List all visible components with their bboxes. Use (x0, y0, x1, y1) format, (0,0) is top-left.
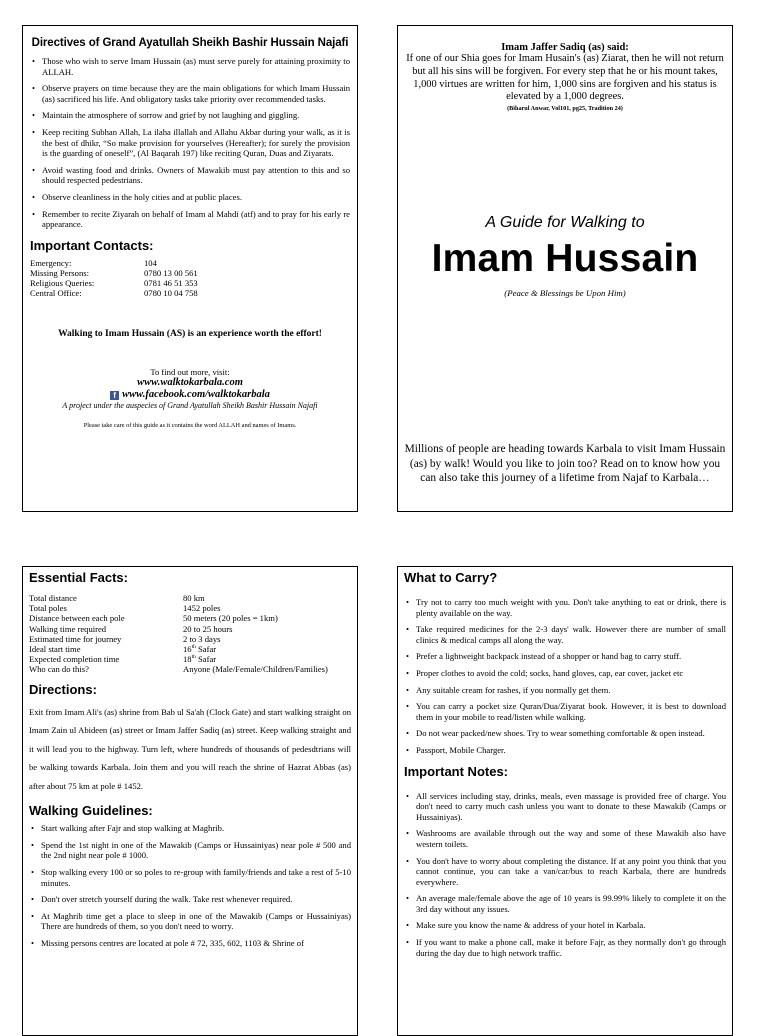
directive-item: • Observe cleanliness in the holy cities and at public places. (30, 192, 350, 203)
fact-label: Distance between each pole (29, 613, 125, 624)
fact-value (183, 654, 351, 664)
guide-honorific: (Peace & Blessings be Upon Him) (504, 288, 626, 298)
directive-item: • Observe prayers on time because they are the main obligations for which Imam Hussain (as) sacrificed his life. And obligatory tasks take priority over recommended tasks. (30, 83, 350, 104)
carry-item: • Any suitable cream for rashes, if you normally get them. (404, 685, 726, 696)
contact-row (30, 268, 198, 278)
fact-label: Total poles (29, 603, 67, 614)
fact-day: 18 (183, 654, 192, 665)
guideline-item: • Start walking after Fajr and stop walking at Maghrib. (29, 823, 351, 834)
guidelines-heading: Walking Guidelines: (29, 803, 153, 819)
carry-item: • Passport, Mobile Charger. (404, 745, 726, 756)
note-item: • All services including stay, drinks, meals, even massage is provided free of charge. You don't need to carry much cash unless you want to donate to these Mawakib (Camps or Hussainiyas). (404, 791, 726, 823)
facebook-link[interactable] (30, 389, 350, 401)
directions-text: Exit from Imam Ali's (as) shrine from Bab ul Sa'ah (Clock Gate) and start walking straight on Imam Zain ul Abideen (as) street or Imam Jaffer Sadiq (as) street. Keep walking straight and it will lead you to the highway. Turn left, where hundreds of thousands of pedesdtrians will be walking towards Karbala. Join them and you will reach the shrine of Hazrat Abbas (as) after about 75 km at pole # 1452. (29, 706, 351, 791)
directives-list (30, 56, 350, 230)
contact-row (30, 258, 198, 268)
guideline-item: • At Maghrib time get a place to sleep in one of the Mawakib (Camps or Hussainiyas) There are hundreds of them, so you don't need to worry. (29, 911, 351, 932)
fact-value: 50 meters (20 poles = 1km) (183, 613, 278, 624)
quote-text: If one of our Shia goes for Imam Husain's (as) Ziarat, then he will not return but all his sins will be forgiven. For every step that he or his mount takes, 1,000 virtues are written for him, 1,000 sins are forgiven and his status is elevated by a 1,000 degrees. (406, 53, 724, 103)
directive-item: • Maintain the atmosphere of sorrow and grief by not laughing and giggling. (30, 110, 350, 121)
fact-value (183, 644, 351, 654)
fact-label: Who can do this? (29, 664, 89, 675)
fact-row (29, 613, 351, 623)
facts-heading: Essential Facts: (29, 570, 128, 585)
website-link[interactable]: www.walktokarbala.com (137, 376, 243, 388)
carry-item: • Do not wear packed/new shoes. Try to wear something comfortable & open instead. (404, 728, 726, 739)
guide-title: Imam Hussain (431, 237, 699, 280)
fact-month: Safar (195, 644, 217, 655)
carry-heading: What to Carry? (404, 570, 498, 585)
fact-value: 20 to 25 hours (183, 623, 233, 634)
intro-text: Millions of people are heading towards Karbala to visit Imam Hussain (as) by walk! Would you like to join too? Read on to know how you can also take this journey of a lifetime from Najaf to Karbala… (404, 443, 726, 485)
tagline: Walking to Imam Hussain (AS) is an experience worth the effort! (58, 328, 322, 339)
fact-label: Total distance (29, 593, 77, 603)
fact-label: Estimated time for journey (29, 633, 122, 644)
fact-row (29, 593, 351, 603)
guideline-item: • Spend the 1st night in one of the Mawakib (Camps or Hussainiyas) near pole # 500 and the 2nd night near pole # 1000. (29, 840, 351, 861)
contacts-table (30, 258, 198, 299)
front-cover-panel (397, 25, 733, 512)
quote-heading: Imam Jaffer Sadiq (as) said: (501, 42, 629, 53)
facebook-icon: f (110, 391, 119, 400)
carry-item: • Try not to carry too much weight with you. Don't take anything to eat or drink, there is plenty available on the way. (404, 597, 726, 618)
contact-label: Emergency: (30, 257, 72, 268)
carry-list (404, 597, 726, 756)
quote-reference: (Biharul Anwar, Vol101, pg25, Tradition 24) (507, 105, 623, 113)
fact-ordinal: th (191, 654, 196, 661)
contact-label: Central Office: (30, 288, 82, 299)
guideline-item: • Missing persons centres are located at pole # 72, 335, 602, 1103 & Shrine of (29, 938, 351, 949)
notes-heading: Important Notes: (404, 763, 508, 779)
fact-day: 16 (183, 644, 192, 655)
fact-value: 80 km (183, 593, 205, 603)
fact-label: Walking time required (29, 623, 107, 634)
contact-label: Religious Queries: (30, 278, 95, 289)
fact-ordinal: th (191, 644, 196, 651)
contact-value: 0781 46 51 353 (144, 278, 198, 289)
back-cover-panel (22, 25, 358, 512)
contact-label: Missing Persons: (30, 267, 89, 278)
find-out-text: To find out more, visit: (150, 366, 230, 377)
note-item: • Make sure you know the name & address of your hotel in Karbala. (404, 920, 726, 931)
note-item: • Washrooms are available through out the way and some of these Mawakib also have western toilets. (404, 828, 726, 849)
fact-row (29, 624, 351, 634)
directive-item: • Remember to recite Ziyarah on behalf of Imam al Mahdi (atf) and to pray for his early re appearance. (30, 209, 350, 230)
note-item: • You don't have to worry about completing the distance. If at any point you think that you cannot continue, you can take a van/car/bus to reach Karbala, there are hundreds everywhere. (404, 856, 726, 888)
directive-item: • Those who wish to serve Imam Hussain (as) must serve purely for attaining proximity to ALLAH. (30, 56, 350, 77)
carry-item: • Prefer a lightweight backpack instead of a shopper or hand bag to carry stuff. (404, 651, 726, 662)
fact-label: Ideal start time (29, 644, 81, 655)
guide-subtitle: A Guide for Walking to (485, 214, 645, 231)
fact-row (29, 603, 351, 613)
note-item: • An average male/female above the age of 10 years is 99.99% likely to complete it on the 3rd day without any issues. (404, 893, 726, 914)
carry-item: • Take required medicines for the 2-3 days' walk. However there are number of small clinics & medical camps all along the way. (404, 624, 726, 645)
contacts-heading: Important Contacts: (30, 237, 154, 253)
contact-row (30, 278, 198, 288)
directions-heading: Directions: (29, 681, 97, 697)
guidelines-list (29, 823, 351, 948)
note-item: • If you want to make a phone call, make it before Fajr, as they normally don't go through during the day due to high network traffic. (404, 937, 726, 958)
fact-label: Expected completion time (29, 654, 120, 665)
directives-heading: Directives of Grand Ayatullah Sheikh Bashir Hussain Najafi (31, 37, 349, 49)
fact-row (29, 644, 351, 654)
fact-row (29, 634, 351, 644)
project-note: A project under the auspecies of Grand Ayatullah Sheikh Bashir Hussain Najafi (62, 400, 318, 410)
contact-value: 0780 13 00 561 (144, 267, 198, 278)
contact-value: 104 (144, 257, 157, 268)
fact-row (29, 664, 351, 674)
guideline-item: • Stop walking every 100 or so poles to re-group with family/friends and take a rest of 5-10 minutes. (29, 867, 351, 888)
fact-month: Safar (195, 654, 217, 665)
notes-list (404, 791, 726, 959)
carry-item: • You can carry a pocket size Quran/Dua/Ziyarat book. However, it is best to download them in your mobile to read/listen while walking. (404, 701, 726, 722)
guideline-item: • Don't over stretch yourself during the walk. Take rest whenever required. (29, 894, 351, 905)
fact-value: Anyone (Male/Female/Children/Families) (183, 664, 328, 675)
directive-item: • Keep reciting Subhan Allah, La ilaha illallah and Allahu Akbar during your walk, as it is the best of dhikr, “So make provision for yourselves (Hereafter); for surely the provision is the guarding of oneself”, (Al Baqarah 197) like reciting Quran, Duas and Ziyarats. (30, 127, 350, 159)
facts-table (29, 593, 351, 675)
carry-item: • Proper clothes to avoid the cold; socks, hand gloves, cap, ear cover, jacket etc (404, 668, 726, 679)
facebook-url: www.facebook.com/walktokarbala (122, 388, 270, 400)
inner-right-panel (397, 566, 733, 1036)
contact-value: 0780 10 04 758 (144, 288, 198, 299)
inner-left-panel (22, 566, 358, 1036)
fact-value: 1452 poles (183, 603, 221, 614)
directive-item: • Avoid wasting food and drinks. Owners of Mawakib must pay attention to this and so should respected pedestrians. (30, 165, 350, 186)
fact-value: 2 to 3 days (183, 633, 221, 644)
contact-row (30, 288, 198, 298)
fact-row (29, 654, 351, 664)
care-note: Please take care of this guide as it contains the word ALLAH and names of Imams. (83, 421, 297, 429)
